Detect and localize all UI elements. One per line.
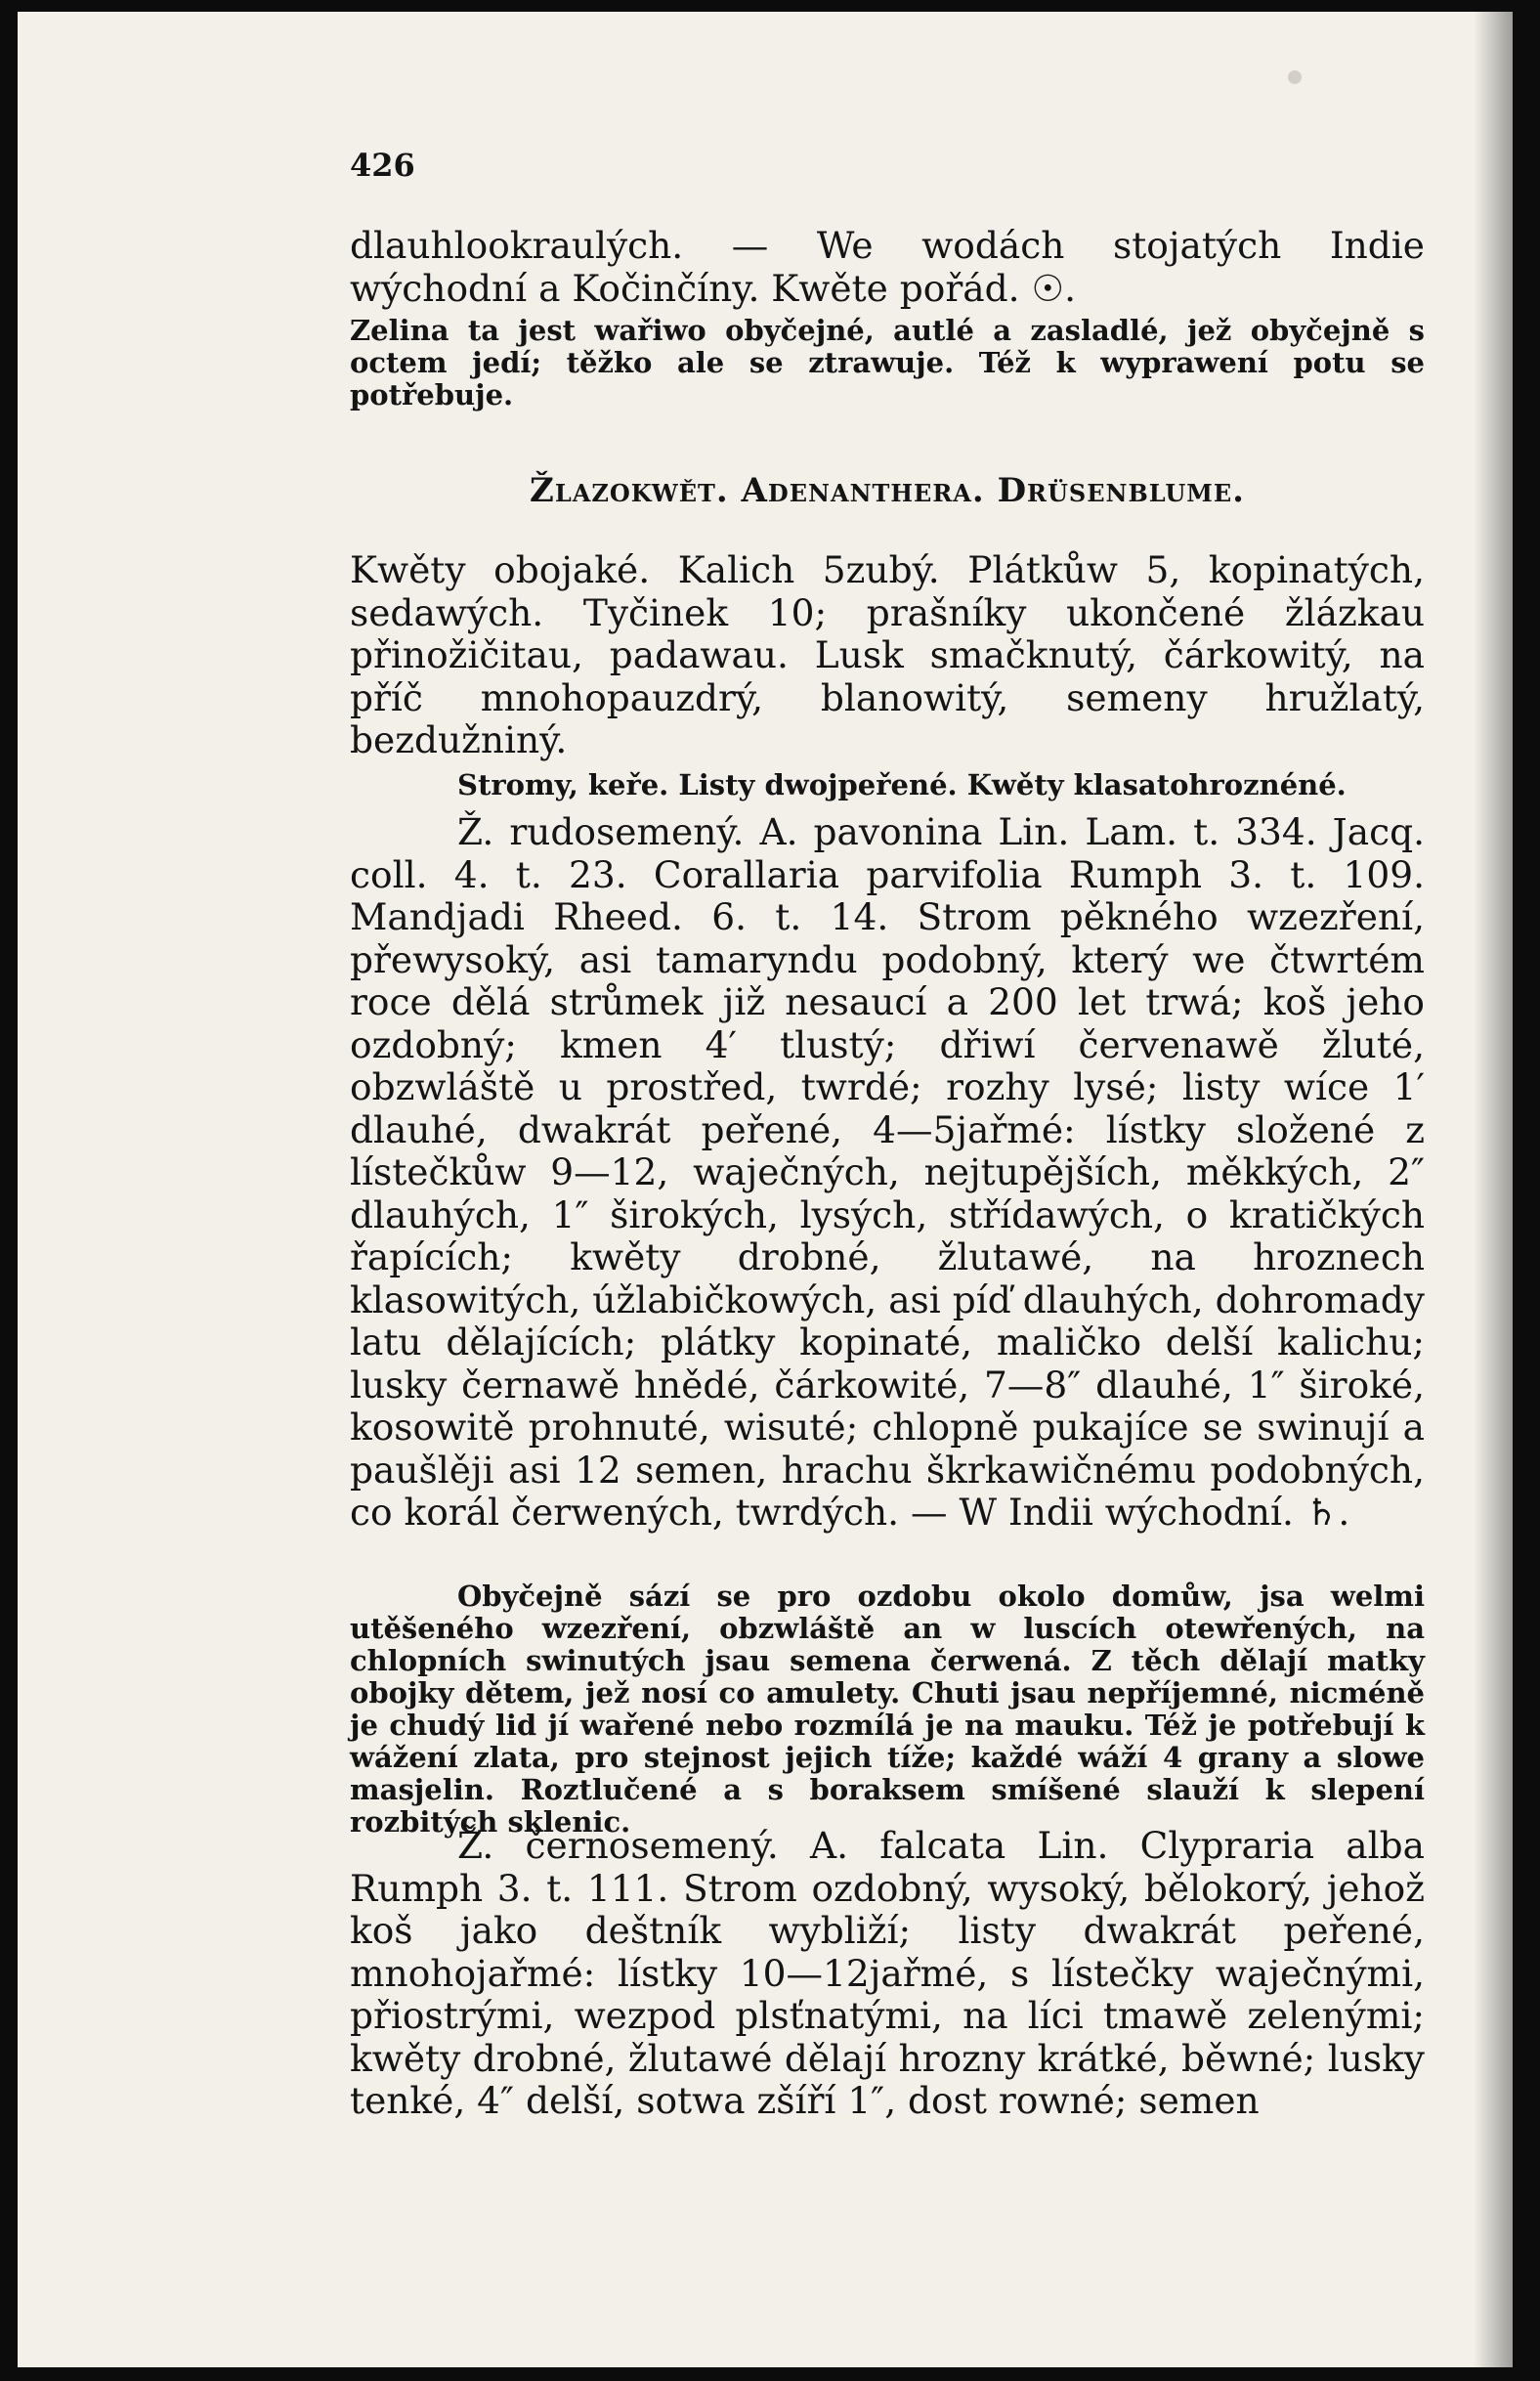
paper-speck [1288, 70, 1302, 84]
book-page [18, 12, 1513, 2367]
page-number: 426 [350, 147, 415, 184]
genus-heading: Žlazokwět. Adenanthera. Drüsenblume. [530, 471, 1245, 510]
genus-note: Stromy, keře. Listy dwojpeřené. Kwěty klasatohroznéné. [457, 768, 1347, 801]
intro-paragraph: dlauhlookraulých. — We wodách stojatých Indie wýchodní a Kočinčíny. Kwěte pořád. ☉. [350, 224, 1425, 310]
species-entry-rudosemeny: Ž. rudosemený. A. pavonina Lin. Lam. t. 334. Jacq. coll. 4. t. 23. Corallaria parvifolia Rumph 3. t. 109. Mandjadi Rheed. 6. t. 14. Strom pěkného wzezření, přewysoký, asi tamaryndu podobný, který we čtwrtém roce dělá strůmek již nesaucí a 200 let trwá; koš jeho ozdobný; kmen 4′ tlustý; dřiwí červenawě žluté, obzwláště u prostřed, twrdé; rozhy lysé; listy wíce 1′ dlauhé, dwakrát peřené, 4—5jařmé: lístky složené z lístečkůw 9—12, waječných, nejtupějších, měkkých, 2″ dlauhých, 1″ širokých, lysých, střídawých, o kratičkých řapících; kwěty drobné, žlutawé, na hroznech klasowitých, úžlabičkowých, asi píď dlauhých, dohromady latu dělajících; plátky kopinaté, maličko delší kalichu; lusky černawě hnědé, čárkowité, 7—8″ dlauhé, 1″ široké, kosowitě prohnuté, wisuté; chlopně pukajíce se swinují a paušlěji asi 12 semen, hrachu škrkawičnému podobných, co korál čerwených, twrdých. — W Indii wýchodní. ♄. [350, 810, 1425, 1534]
spine-shadow [1474, 12, 1513, 2367]
species-note-rudosemeny: Obyčejně sází se pro ozdobu okolo domůw, jsa welmi utěšeného wzezření, obzwláště an w luscích otewřených, na chlopních swinutých jsau semena čerwená. Z těch dělají matky obojky dětem, jež nosí co amulety. Chuti jsau nepříjemné, nicméně je chudý lid jí wařené nebo rozmílá je na mauku. Též je potřebují k wážení zlata, pro stejnost jejich tíže; každé wáží 4 grany a slowe masjelin. Roztlučené a s boraksem smíšené slauží k slepení rozbitých sklenic. [350, 1580, 1425, 1839]
species-entry-cernosemeny: Ž. černosemený. A. falcata Lin. Clypraria alba Rumph 3. t. 111. Strom ozdobný, wysoký, bělokorý, jehož koš jako deštník wybliží; listy dwakrát peřené, mnohojařmé: lístky 10—12jařmé, s lístečky waječnými, přiostrými, wezpod plsťnatými, na líci tmawě zelenými; kwěty drobné, žlutawé dělají hrozny krátké, běwné; lusky tenké, 4″ delší, sotwa zšíří 1″, dost rowné; semen [350, 1824, 1425, 2122]
genus-description: Kwěty obojaké. Kalich 5zubý. Plátkůw 5, kopinatých, sedawých. Tyčinek 10; prašníky ukončené žlázkau přinožičitau, padawau. Lusk smačknutý, čárkowitý, na příč mnohopauzdrý, blanowitý, semeny hružlatý, bezdužniný. [350, 548, 1425, 761]
intro-note: Zelina ta jest wařiwo obyčejné, autlé a zasladlé, jež obyčejně s octem jedí; těžko ale se ztrawuje. Též k wyprawení potu se potřebuje. [350, 314, 1425, 411]
